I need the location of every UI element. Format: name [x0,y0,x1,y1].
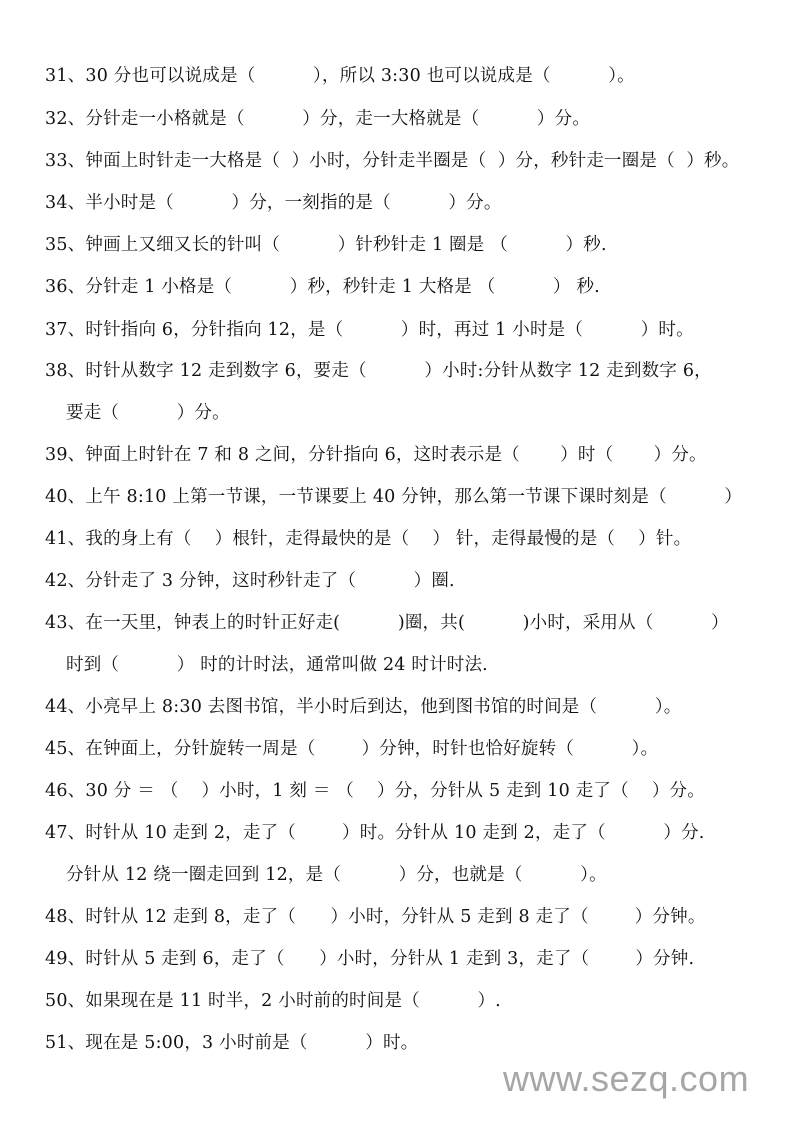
question-47-continued: 分针从 12 绕一圈走回到 12，是（ ）分，也就是（ ）。 [66,865,607,885]
question-36: 36、分针走 1 小格是（ ）秒，秒针走 1 大格是 （ ） 秒. [45,277,600,297]
question-43-continued: 时到（ ） 时的计时法，通常叫做 24 时计时法. [66,655,488,675]
question-51: 51、现在是 5:00，3 小时前是（ ）时。 [45,1033,419,1053]
question-37: 37、时针指向 6，分针指向 12，是（ ）时，再过 1 小时是（ ）时。 [45,320,694,340]
question-38: 38、时针从数字 12 走到数字 6，要走（ ）小时:分针从数字 12 走到数字 6， [45,361,712,381]
question-45: 45、在钟面上，分针旋转一周是（ ）分钟，时针也恰好旋转（ ）。 [45,739,659,759]
question-50: 50、如果现在是 11 时半，2 小时前的时间是（ ）. [45,991,501,1011]
question-38-continued: 要走（ ）分。 [66,403,230,423]
question-35: 35、钟画上又细又长的针叫（ ）针秒针走 1 圈是 （ ）秒. [45,235,607,255]
question-43: 43、在一天里，钟表上的时针正好走( )圈，共( )小时，采用从（ ） [45,613,729,633]
question-42: 42、分针走了 3 分钟，这时秒针走了（ ）圈. [45,571,455,591]
question-33: 33、钟面上时针走一大格是（ ）小时，分针走半圈是（ ）分，秒针走一圈是（ ）秒。 [45,151,740,171]
question-44: 44、小亮早上 8:30 去图书馆，半小时后到达，他到图书馆的时间是（ ）。 [45,697,682,717]
watermark: www.sezq.com [503,1058,750,1099]
question-47: 47、时针从 10 走到 2，走了（ ）时。分针从 10 走到 2，走了（ ）分. [45,823,705,843]
question-34: 34、半小时是（ ）分，一刻指的是（ ）分。 [45,193,502,213]
question-39: 39、钟面上时针在 7 和 8 之间，分针指向 6，这时表示是（ ）时（ ）分。 [45,445,707,465]
question-49: 49、时针从 5 走到 6，走了（ ）小时，分针从 1 走到 3，走了（ ）分钟. [45,949,695,969]
question-46: 46、30 分 ＝ （ ）小时，1 刻 ＝ （ ）分，分针从 5 走到 10 走了（ ）分。 [45,781,705,801]
question-40: 40、上午 8:10 上第一节课，一节课要上 40 分钟，那么第一节课下课时刻是（ ） [45,487,743,507]
question-48: 48、时针从 12 走到 8，走了（ ）小时，分针从 5 走到 8 走了（ ）分钟。 [45,907,706,927]
question-32: 32、分针走一小格就是（ ）分，走一大格就是（ ）分。 [45,109,591,129]
question-31: 31、30 分也可以说成是（ ），所以 3:30 也可以说成是（ ）。 [45,66,635,86]
question-41: 41、我的身上有（ ）根针，走得最快的是（ ） 针，走得最慢的是（ ）针。 [45,529,692,549]
